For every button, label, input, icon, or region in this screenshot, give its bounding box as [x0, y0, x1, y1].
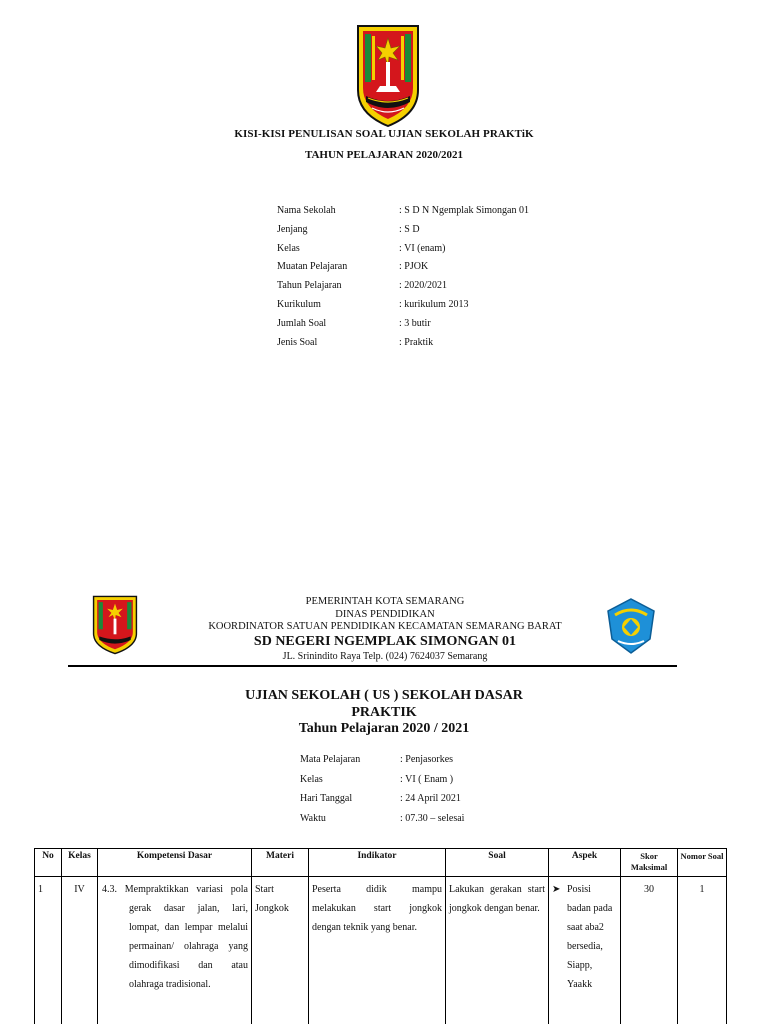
cell-kelas: IV	[62, 877, 98, 1024]
header-skor-maksimal: Skor Maksimal	[621, 849, 678, 877]
cell-no: 1	[35, 877, 62, 1024]
info-label: Muatan Pelajaran	[277, 261, 348, 273]
info-value: : S D N Ngemplak Simongan 01	[399, 205, 529, 216]
exam-type: PRAKTIK	[351, 705, 417, 720]
info-value: : 2020/2021	[399, 280, 448, 292]
info-label: Tahun Pelajaran	[277, 280, 342, 292]
header-materi: Materi	[252, 849, 309, 877]
document-title: KISI-KISI PENULISAN SOAL UJIAN SEKOLAH PRAKTiK	[234, 128, 534, 140]
header-kelas: Kelas	[62, 849, 98, 877]
info-value: : VI (enam)	[399, 242, 446, 254]
document-year: TAHUN PELAJARAN 2020/2021	[304, 149, 464, 161]
letterhead-coordinator: KOORDINATOR SATUAN PENDIDIKAN KECAMATAN SEMARANG BARAT	[208, 621, 562, 632]
cell-kompetensi-dasar: 4.3. Mempraktikkan variasi pola gerak dasar jalan, lari, lompat, dan lempar melalui permainan/ olahraga yang dimodifikasi dan atau olahraga tradisional.	[98, 877, 252, 1024]
header-aspek: Aspek	[549, 849, 621, 877]
tut-wuri-logo-icon	[604, 597, 658, 655]
info-label: Jumlah Soal	[277, 317, 327, 329]
info-label: Kurikulum	[277, 298, 321, 310]
info-value: : 3 butir	[399, 317, 431, 329]
header-nomor-soal: Nomor Soal	[678, 849, 727, 877]
table-header-row	[35, 849, 727, 877]
cell-skor-maksimal: 30	[621, 877, 678, 1024]
header-no: No	[35, 849, 62, 877]
exam-info-value: : 24 April 2021	[400, 793, 461, 804]
header-soal: Soal	[446, 849, 549, 877]
table-row	[35, 877, 727, 1024]
aspek-text: Posisi badan pada saat aba2 bersedia, Siapp, Yaakk	[567, 884, 613, 990]
cell-soal: Lakukan gerakan start jongkok dengan benar.	[446, 877, 549, 1024]
assessment-table	[34, 848, 727, 1024]
info-label: Kelas	[277, 242, 300, 254]
info-value: : Praktik	[399, 336, 434, 348]
exam-title: UJIAN SEKOLAH ( US ) SEKOLAH DASAR	[245, 688, 523, 703]
letterhead-address: JL. Srinindito Raya Telp. (024) 7624037 Semarang	[282, 650, 488, 662]
info-label: Jenjang	[277, 223, 308, 235]
letterhead-department: DINAS PENDIDIKAN	[335, 608, 435, 620]
exam-info-label: Mata Pelajaran	[300, 754, 361, 765]
cell-aspek	[549, 877, 621, 1024]
exam-info-value: : VI ( Enam )	[400, 773, 454, 785]
exam-year: Tahun Pelajaran 2020 / 2021	[298, 721, 470, 736]
info-value: : S D	[399, 223, 420, 235]
letterhead-crest-icon	[92, 595, 138, 655]
letterhead	[160, 596, 610, 663]
cell-nomor-soal: 1	[678, 877, 727, 1024]
exam-info-label: Waktu	[300, 812, 326, 824]
info-value: : kurikulum 2013	[399, 298, 469, 310]
info-label: Jenis Soal	[277, 336, 318, 348]
exam-info-label: Hari Tanggal	[300, 793, 353, 804]
cell-indikator: Peserta didik mampu melakukan start jongkok dengan teknik yang benar.	[309, 877, 446, 1024]
header-indikator: Indikator	[309, 849, 446, 877]
letterhead-school-name: SD NEGERI NGEMPLAK SIMONGAN 01	[253, 633, 517, 649]
letterhead-government: PEMERINTAH KOTA SEMARANG	[305, 596, 465, 607]
arrow-bullet-icon: ➤	[552, 884, 561, 895]
top-crest-icon	[356, 24, 420, 128]
info-value: : PJOK	[399, 261, 429, 273]
letterhead-divider	[68, 665, 677, 667]
exam-info-value: : 07.30 – selesai	[400, 812, 465, 824]
cell-materi: Start Jongkok	[252, 877, 309, 1024]
info-label: Nama Sekolah	[277, 205, 336, 216]
exam-info-value: : Penjasorkes	[400, 754, 454, 765]
exam-info-label: Kelas	[300, 773, 323, 785]
header-kompetensi-dasar: Kompetensi Dasar	[98, 849, 252, 877]
